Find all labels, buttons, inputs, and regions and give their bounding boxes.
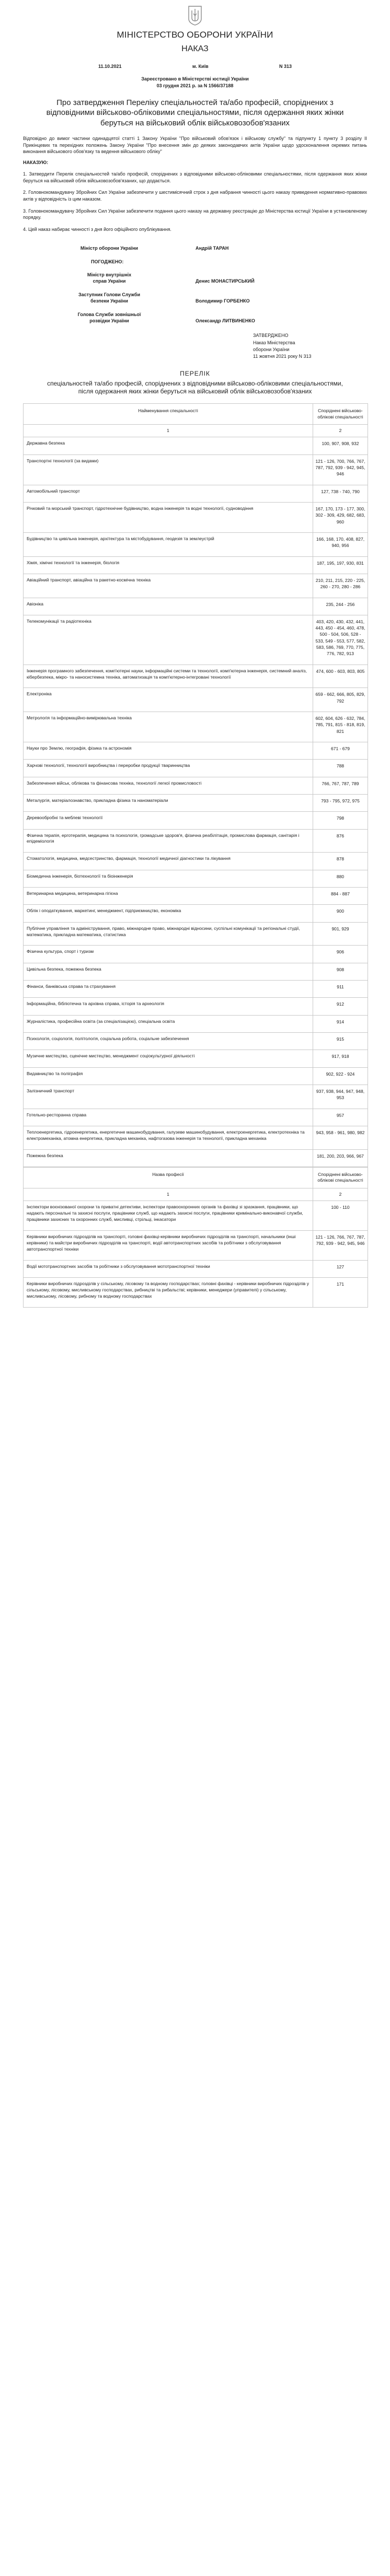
column-header: Найменування спеціальності — [24, 404, 313, 425]
table-row — [24, 1278, 368, 1308]
row-name-cell: Стоматологія, медицина, медсестринство, фармація, технології медичної діагностики та лікування — [24, 853, 313, 870]
table-row — [24, 688, 368, 712]
column-number: 1 — [24, 424, 313, 437]
specialties-table — [23, 403, 368, 1167]
row-codes-cell: 902, 922 - 924 — [313, 1067, 368, 1085]
table-row — [24, 574, 368, 598]
registration-line: Зареєстровано в Міністерстві юстиції України — [141, 76, 249, 81]
row-name-cell: Музичне мистецтво, сценічне мистецтво, менеджмент соціокультурної діяльності — [24, 1050, 313, 1067]
row-name-cell: Керівники виробничих підрозділів у сільському, лісовому та водному господарствах; головні фахівці - керівники виробничих підрозділів у сільському, лісовому, мисливському господарствах, рибництві та рибальстві; керівники, менеджери (управителі) у сільському, мисливському, лісовому, рибному та водному господарствах — [24, 1278, 313, 1308]
row-name-cell: Електроніка — [24, 688, 313, 712]
row-name-cell: Будівництво та цивільна інженерія, архітектура та містобудування, геодезія та землеустрій — [24, 532, 313, 556]
table-row — [24, 598, 368, 615]
signature-row — [23, 272, 367, 284]
registration-note — [23, 76, 367, 89]
row-codes-cell: 187, 195, 197, 930, 831 — [313, 556, 368, 574]
signer-title: Міністр внутрішніх справ України — [87, 272, 132, 284]
table-row — [24, 712, 368, 742]
order-heading: НАКАЗ — [181, 44, 209, 53]
table-row — [24, 615, 368, 665]
row-codes-cell: 766, 767, 787, 789 — [313, 777, 368, 794]
row-codes-cell: 908 — [313, 963, 368, 980]
row-name-cell: Залізничний транспорт — [24, 1085, 313, 1109]
signature-row — [23, 245, 367, 251]
row-name-cell: Фінанси, банківська справа та страхування — [24, 981, 313, 998]
approval-stamp — [253, 332, 367, 359]
row-name-cell: Водії мототранспортних засобів та робітники з обслуговування мототранспортної техніки — [24, 1260, 313, 1277]
row-codes-cell: 121 - 126, 766, 767, 787, 792, 939 - 942, 945, 946 — [313, 1231, 368, 1261]
table-row — [24, 794, 368, 811]
order-item: 2. Головнокомандувачу Збройних Сил України забезпечити у шестимісячний строк з дня набрання чинності цього наказу приведення нормативно-правових актів у відповідність із цим наказом. — [23, 190, 367, 202]
table-row — [24, 777, 368, 794]
row-name-cell: Біомедична інженерія, біотехнології та біоінженерія — [24, 870, 313, 887]
row-name-cell: Фізична терапія, ерготерапія, медицина та психологія, громадське здоров'я, фізична реабілітація, промислова фармація, санітарія і епідеміологія — [24, 829, 313, 853]
row-codes-cell: 167, 170, 173 - 177, 300, 302 - 309, 429, 682, 683, 960 — [313, 503, 368, 533]
row-name-cell: Метрологія та інформаційно-вимірювальна техніка — [24, 712, 313, 742]
table-row — [24, 1015, 368, 1032]
row-name-cell: Теплоенергетика, гідроенергетика, енергетичне машинобудування, галузеве машинобудування, електроенергетика, електротехніка та електромеханіка, атомна енергетика, прикладна механіка, нафтогазова інженерія та технології, прикладна механіка — [24, 1126, 313, 1149]
table-body — [24, 424, 368, 1167]
signer-name: Андрій ТАРАН — [196, 246, 229, 251]
approval-line: ЗАТВЕРДЖЕНО — [253, 333, 289, 339]
table-header-row — [24, 1167, 368, 1188]
row-codes-cell: 906 — [313, 946, 368, 963]
row-name-cell: Транспортні технології (за видами) — [24, 454, 313, 485]
row-name-cell: Видавництво та поліграфія — [24, 1067, 313, 1085]
table-row — [24, 742, 368, 760]
ministry-name: МІНІСТЕРСТВО ОБОРОНИ УКРАЇНИ — [117, 30, 273, 40]
column-header: Споріднені військово-облікові спеціальності — [313, 404, 368, 425]
table-row — [24, 829, 368, 853]
table-row — [24, 946, 368, 963]
table-row — [24, 963, 368, 980]
row-name-cell: Харчові технології, технології виробництва і переробки продукції тваринництва — [24, 760, 313, 777]
table-row — [24, 888, 368, 905]
column-number-row — [24, 424, 368, 437]
order-item: 4. Цей наказ набирає чинності з дня його офіційного опублікування. — [23, 226, 171, 232]
row-name-cell: Фізична культура, спорт і туризм — [24, 946, 313, 963]
row-codes-cell: 602, 604, 626 - 632, 784, 785, 791, 815 - 818, 819, 821 — [313, 712, 368, 742]
row-name-cell: Металургія, матеріалознавство, прикладна фізика та наноматеріали — [24, 794, 313, 811]
professions-table — [23, 1167, 368, 1308]
table-row — [24, 1085, 368, 1109]
table-body — [24, 1188, 368, 1307]
table-row — [24, 1032, 368, 1050]
table-row — [24, 1201, 368, 1231]
signer-name: Денис МОНАСТИРСЬКИЙ — [196, 278, 255, 284]
row-codes-cell: 659 - 662, 666, 805, 829, 792 — [313, 688, 368, 712]
row-codes-cell: 915 — [313, 1032, 368, 1050]
row-codes-cell: 127 — [313, 1260, 368, 1277]
list-title: ПЕРЕЛІК — [180, 369, 210, 377]
column-number-row — [24, 1188, 368, 1200]
row-codes-cell: 943, 958 - 961, 980, 982 — [313, 1126, 368, 1149]
row-name-cell: Науки про Землю, географія, фізика та астрономія — [24, 742, 313, 760]
row-codes-cell: 901, 929 — [313, 922, 368, 946]
table-row — [24, 556, 368, 574]
row-name-cell: Деревообробні та меблеві технології — [24, 812, 313, 829]
table-row — [24, 1109, 368, 1126]
row-name-cell: Інспектори воєнізованої охорони та приватні детективи, інспектори правоохоронних органів та фахівці зі зразкання, працівники, що надають персональні та захисні послуги, працівники служб, що надають захисні послуги, працівники кримінально-виконавчої служби, працівники захисних та охоронних служб, мисливці, стрільці, інкасатори — [24, 1201, 313, 1231]
row-codes-cell: 878 — [313, 853, 368, 870]
row-codes-cell: 912 — [313, 998, 368, 1015]
row-codes-cell: 181, 200, 203, 966, 967 — [313, 1149, 368, 1167]
row-codes-cell: 403, 420, 430, 432, 441, 443, 450 - 454, 460, 478, 500 - 504, 506, 528 - 533, 549 - 553, 577, 582, 583, 586, 769, 770, 775, 776, 782, 913 — [313, 615, 368, 665]
row-codes-cell: 914 — [313, 1015, 368, 1032]
row-name-cell: Інформаційна, бібліотечна та архівна справа, історія та археологія — [24, 998, 313, 1015]
approval-line: 11 жовтня 2021 року N 313 — [253, 353, 312, 359]
row-codes-cell: 671 - 679 — [313, 742, 368, 760]
table-row — [24, 1149, 368, 1167]
table-row — [24, 454, 368, 485]
column-number: 2 — [313, 424, 368, 437]
signature-block — [23, 245, 367, 324]
row-name-cell: Хімія, хімічні технології та інженерія, біологія — [24, 556, 313, 574]
row-name-cell: Державна безпека — [24, 437, 313, 454]
preamble: Відповідно до вимог частини одинадцятої статті 1 Закону України "Про військовий обов'язок і військову службу" та підпункту 1 пункту 3 розділу II Прикінцевих та перехідних положень Закону України "Про внесення змін до деяких законодавчих актів України щодо удосконалення окремих питань виконання військового обов'язку та ведення військового обліку" — [23, 136, 367, 155]
list-subtitle: спеціальностей та/або професій, споріднених з відповідними військово-обліковими спеціальностями, після одержання яких жінки беруться на військовий облік військовозобов'язаних — [47, 379, 343, 395]
column-header: Назва професії — [24, 1167, 313, 1188]
nakazuyu-label: НАКАЗУЮ: — [23, 160, 49, 166]
row-codes-cell: 798 — [313, 812, 368, 829]
signer-title: Міністр оборони України — [80, 246, 139, 251]
row-codes-cell: 171 — [313, 1278, 368, 1308]
row-name-cell: Готельно-ресторанна справа — [24, 1109, 313, 1126]
order-meta — [98, 63, 292, 69]
row-name-cell: Психологія, соціологія, політологія, соціальна робота, соціальне забезпечення — [24, 1032, 313, 1050]
table-row — [24, 853, 368, 870]
table-row — [24, 1050, 368, 1067]
coat-of-arms-icon — [188, 5, 202, 26]
signer-name: Володимир ГОРБЕНКО — [196, 298, 250, 304]
signature-row — [23, 292, 367, 304]
row-codes-cell: 884 - 887 — [313, 888, 368, 905]
row-name-cell: Журналістика, професійна освіта (за спеціалізацією), спеціальна освіта — [24, 1015, 313, 1032]
table-row — [24, 812, 368, 829]
row-name-cell: Інженерія програмного забезпечення, комп'ютерні науки, інформаційні системи та технології, комп'ютерна інженерія, системний аналіз, кібербезпека, мікро- та наносистемна техніка, автоматизація та комп'ютерно-інтегровані технології — [24, 665, 313, 688]
column-header: Споріднені військово-облікові спеціальності — [313, 1167, 368, 1188]
row-codes-cell: 166, 168, 170, 408, 827, 940, 956 — [313, 532, 368, 556]
row-name-cell: Пожежна безпека — [24, 1149, 313, 1167]
table-header-row — [24, 404, 368, 425]
row-name-cell: Керівники виробничих підрозділів на транспорті, головні фахівці-керівники виробничих підрозділів на транспорті, начальники (інші керівники) та майстри виробничих підрозділів на транспорті, водії автотранспортних засобів та робітники з обслуговування автотранспортної техніки — [24, 1231, 313, 1261]
row-codes-cell: 210, 211, 215, 220 - 225, 260 - 270, 280 - 286 — [313, 574, 368, 598]
row-codes-cell: 793 - 795, 972, 975 — [313, 794, 368, 811]
row-name-cell: Авіоніка — [24, 598, 313, 615]
row-name-cell: Авіаційний транспорт, авіаційна та ракетно-космічна техніка — [24, 574, 313, 598]
row-codes-cell: 121 - 126, 700, 766, 767, 787, 792, 939 - 942, 945, 946 — [313, 454, 368, 485]
row-codes-cell: 100 - 110 — [313, 1201, 368, 1231]
order-date: 11.10.2021 — [98, 63, 122, 69]
table-row — [24, 1260, 368, 1277]
table-row — [24, 760, 368, 777]
table-row — [24, 665, 368, 688]
order-title: Про затвердження Переліку спеціальностей та/або професій, споріднених з відповідними військово-обліковими спеціальностями, після одержання яких жінки беруться на військовий облік військовозобов'язаних — [46, 98, 344, 127]
table-row — [24, 1231, 368, 1261]
row-codes-cell: 235, 244 - 256 — [313, 598, 368, 615]
signer-name: Олександр ЛИТВИНЕНКО — [196, 318, 255, 324]
table-row — [24, 905, 368, 922]
table-row — [24, 485, 368, 502]
table-row — [24, 870, 368, 887]
table-row — [24, 998, 368, 1015]
row-codes-cell: 957 — [313, 1109, 368, 1126]
table-row — [24, 503, 368, 533]
row-name-cell: Телекомунікації та радіотехніка — [24, 615, 313, 665]
table-row — [24, 981, 368, 998]
row-name-cell: Автомобільний транспорт — [24, 485, 313, 502]
row-codes-cell: 788 — [313, 760, 368, 777]
order-number: N 313 — [279, 63, 292, 69]
row-name-cell: Цивільна безпека, пожежна безпека — [24, 963, 313, 980]
approval-line: Наказ Міністерства — [253, 340, 295, 345]
order-item: 1. Затвердити Перелік спеціальностей та/або професій, споріднених з відповідними військово-обліковими спеціальностями, після одержання яких жінки беруться на військовий облік військовозобов'язаних, що додається. — [23, 171, 367, 183]
table-row — [24, 532, 368, 556]
signer-title: Заступник Голови Служби безпеки України — [78, 292, 140, 304]
row-codes-cell: 474, 600 - 603, 803, 805 — [313, 665, 368, 688]
approval-line: оборони України — [253, 346, 290, 352]
registration-line: 03 грудня 2021 р. за N 1566/37188 — [156, 83, 234, 88]
row-name-cell: Ветеринарна медицина, ветеринарна гігієна — [24, 888, 313, 905]
row-name-cell: Забезпечення військ, облікова та фінансова техніка, технології легкої промисловості — [24, 777, 313, 794]
row-codes-cell: 917, 918 — [313, 1050, 368, 1067]
row-codes-cell: 900 — [313, 905, 368, 922]
row-codes-cell: 880 — [313, 870, 368, 887]
column-number: 2 — [313, 1188, 368, 1200]
row-codes-cell: 127, 738 - 740, 790 — [313, 485, 368, 502]
signer-title: Голова Служби зовнішньої розвідки України — [77, 312, 141, 324]
row-name-cell: Облік і оподаткування, маркетинг, менеджмент, підприємництво, економіка — [24, 905, 313, 922]
row-codes-cell: 876 — [313, 829, 368, 853]
row-codes-cell: 100, 907, 908, 932 — [313, 437, 368, 454]
row-codes-cell: 937, 938, 944, 947, 948, 953 — [313, 1085, 368, 1109]
row-codes-cell: 911 — [313, 981, 368, 998]
row-name-cell: Публічне управління та адміністрування, право, міжнародне право, міжнародні відносини, суспільні комунікації та регіональні студії, математика, прикладна математика, статистика — [24, 922, 313, 946]
signature-row — [23, 311, 367, 324]
order-place: м. Київ — [192, 63, 209, 69]
table-row — [24, 1126, 368, 1149]
column-number: 1 — [24, 1188, 313, 1200]
table-row — [24, 1067, 368, 1085]
table-row — [24, 922, 368, 946]
order-item: 3. Головнокомандувачу Збройних Сил України забезпечити подання цього наказу на державну реєстрацію до Міністерства юстиції України в установленому порядку. — [23, 208, 367, 220]
table-row — [24, 437, 368, 454]
agreed-label: ПОГОДЖЕНО: — [91, 259, 124, 265]
row-name-cell: Річковий та морський транспорт, гідротехнічне будівництво, водна інженерія та водні технології, судноводіння — [24, 503, 313, 533]
